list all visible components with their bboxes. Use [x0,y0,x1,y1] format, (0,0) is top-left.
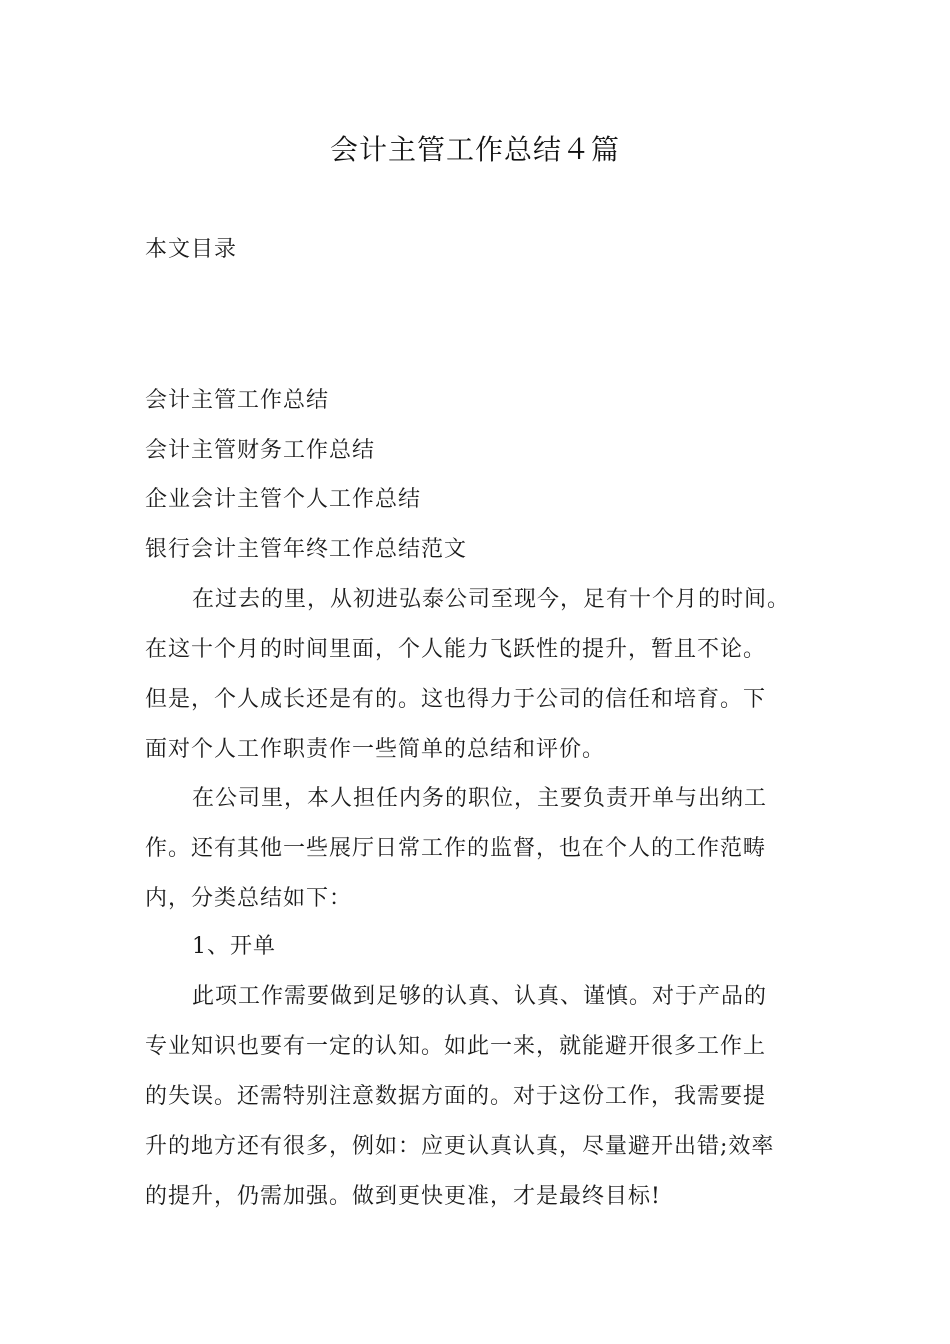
paragraph-billing [145,981,815,1231]
section-heading-text: 1、开单 [192,934,276,959]
table-of-contents [145,385,467,583]
paragraph-line: 专业知识也要有一定的认知。如此一来，就能避开很多工作上 [145,1034,767,1059]
toc-heading: 本文目录 [145,237,238,262]
paragraph-line: 的失误。还需特别注意数据方面的。对于这份工作，我需要提 [145,1084,767,1109]
toc-item[interactable]: 会计主管财务工作总结 [145,437,376,463]
paragraph-line: 作。还有其他一些展厅日常工作的监督，也在个人的工作范畴 [145,836,767,861]
paragraph-line: 内，分类总结如下： [145,886,353,911]
paragraph-line: 的提升，仍需加强。做到更快更准，才是最终目标! [145,1184,661,1209]
document-title: 会计主管工作总结４篇 [329,133,620,166]
toc-item[interactable]: 会计主管工作总结 [145,388,330,413]
section-heading [145,931,815,981]
paragraph-line: 升的地方还有很多，例如：应更认真认真，尽量避开出错;效率 [145,1134,775,1159]
paragraph-duties [145,783,815,933]
toc-item[interactable]: 企业会计主管个人工作总结 [145,487,422,512]
paragraph-line: 面对个人工作职责作一些简单的总结和评价。 [145,737,606,762]
paragraph-line: 此项工作需要做到足够的认真、认真、谨慎。对于产品的 [192,984,768,1009]
paragraph-intro [145,584,815,784]
paragraph-line: 在过去的里，从初进弘泰公司至现今，足有十个月的时间。 [192,587,791,612]
paragraph-line: 但是，个人成长还是有的。这也得力于公司的信任和培育。下 [145,687,767,712]
toc-item[interactable]: 银行会计主管年终工作总结范文 [145,536,468,562]
paragraph-line: 在这十个月的时间里面，个人能力飞跃性的提升，暂且不论。 [145,637,767,662]
paragraph-line: 在公司里，本人担任内务的职位，主要负责开单与出纳工 [192,786,768,811]
